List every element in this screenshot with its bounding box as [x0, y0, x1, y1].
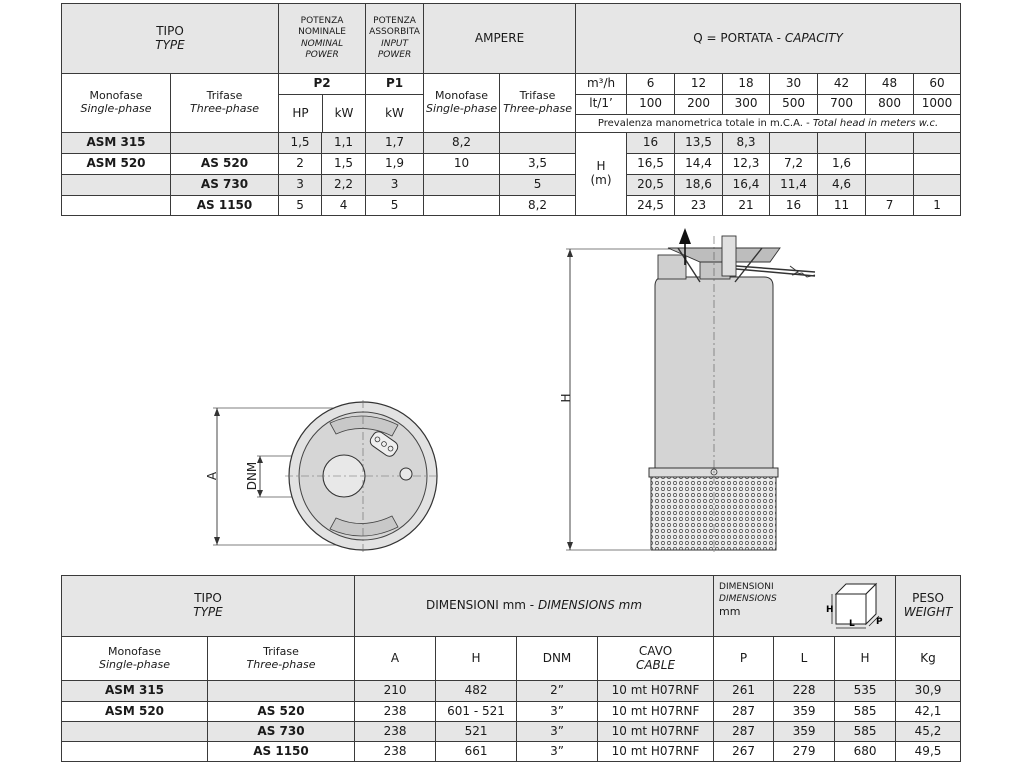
dim-dnm-label: DNM [245, 461, 259, 491]
head-value: 16,4 [723, 175, 770, 196]
flow-m3h-label: m³/h [576, 74, 627, 95]
p1-kw-label: kW [366, 95, 424, 133]
p-value: 287 [714, 702, 774, 722]
head-note: Prevalenza manometrica totale in m.C.A. - Total head in meters w.c. [576, 114, 961, 133]
kg-value: 49,5 [896, 742, 961, 762]
head-value: 16 [770, 196, 818, 216]
tipo-header: TIPO TYPE [62, 576, 355, 637]
dnm-value: 3” [517, 722, 598, 742]
h2-value: 585 [835, 722, 896, 742]
table-row [62, 722, 961, 742]
head-value: 14,4 [675, 154, 723, 175]
flow-lt-cell: 500 [770, 95, 818, 115]
model-mono [62, 722, 208, 742]
monofase-subheader: Monofase Single-phase [62, 637, 208, 681]
head-value: 11 [818, 196, 866, 216]
col-a-header: A [355, 637, 436, 681]
flow-lt-cell: 100 [627, 95, 675, 115]
h2-value: 585 [835, 702, 896, 722]
package-dimensions-header: DIMENSIONI DIMENSIONS mm H L P [714, 576, 896, 637]
kw-label: kW [334, 106, 354, 120]
col-h2-header: H [835, 637, 896, 681]
head-value: 18,6 [675, 175, 723, 196]
model-mono: ASM 520 [62, 702, 208, 722]
table-row [62, 681, 961, 702]
head-value: 21 [723, 196, 770, 216]
flow-m3h-cell: 48 [866, 74, 914, 95]
head-value: 13,5 [675, 133, 723, 154]
model-tri: AS 1150 [208, 742, 355, 762]
input-power-header: POTENZA ASSORBITA INPUT POWER [366, 4, 424, 74]
a-value: 238 [355, 722, 436, 742]
model-mono: ASM 315 [62, 133, 171, 154]
hp-value: 5 [279, 196, 322, 216]
a-value: 238 [355, 742, 436, 762]
ampere-header: AMPERE [424, 4, 576, 74]
p1-header: P1 [366, 74, 424, 95]
box-h-label: H [826, 605, 834, 615]
h-value: 661 [436, 742, 517, 762]
l-value: 359 [774, 702, 835, 722]
hp-value: 2 [279, 154, 322, 175]
weight-header: PESO WEIGHT [896, 576, 961, 637]
flow-m3h-cell: 60 [914, 74, 961, 95]
kw-value: 4 [322, 196, 366, 216]
kw-value: 2,2 [322, 175, 366, 196]
model-tri: AS 520 [171, 154, 279, 175]
model-tri: AS 730 [171, 175, 279, 196]
model-tri: AS 1150 [171, 196, 279, 216]
kw-value: 1,5 [322, 154, 366, 175]
amp-tri-value: 5 [500, 175, 576, 196]
flow-lt-cell: 800 [866, 95, 914, 115]
head-value: 12,3 [723, 154, 770, 175]
p1-value: 5 [366, 196, 424, 216]
hp-value: 1,5 [279, 133, 322, 154]
kg-value: 42,1 [896, 702, 961, 722]
p1-value: 3 [366, 175, 424, 196]
p1-value: 1,9 [366, 154, 424, 175]
head-value: 7 [866, 196, 914, 216]
ampere-mono-subheader: Monofase Single-phase [424, 74, 500, 133]
flow-lt-cell: 1000 [914, 95, 961, 115]
l-value: 359 [774, 722, 835, 742]
hp-label: HP [279, 95, 323, 132]
p1-value: 1,7 [366, 133, 424, 154]
flow-m3h-cell: 12 [675, 74, 723, 95]
table-row [62, 742, 961, 762]
head-value: 20,5 [627, 175, 675, 196]
cable-value: 10 mt H07RNF [598, 722, 714, 742]
p-value: 261 [714, 681, 774, 702]
hp-value: 3 [279, 175, 322, 196]
col-p-header: P [714, 637, 774, 681]
amp-mono-value: 10 [424, 154, 500, 175]
head-value: 23 [675, 196, 723, 216]
dnm-value: 3” [517, 742, 598, 762]
amp-mono-value: 8,2 [424, 133, 500, 154]
h-value: 482 [436, 681, 517, 702]
head-value: 1,6 [818, 154, 866, 175]
h2-value: 680 [835, 742, 896, 762]
dim-h-label: H [559, 393, 573, 403]
flow-lt-cell: 200 [675, 95, 723, 115]
head-value: 1 [914, 196, 961, 216]
model-mono: ASM 315 [62, 681, 208, 702]
p2-header: P2 [279, 74, 366, 95]
table-row [62, 702, 961, 722]
flow-lt-cell: 700 [818, 95, 866, 115]
dnm-value: 3” [517, 702, 598, 722]
pump-side-view [566, 228, 815, 552]
box-l-label: L [849, 619, 855, 629]
box-p-label: P [876, 617, 883, 627]
l-value: 279 [774, 742, 835, 762]
kg-value: 45,2 [896, 722, 961, 742]
head-label: H (m) [576, 133, 627, 216]
head-value: 7,2 [770, 154, 818, 175]
capacity-header: Q = PORTATA - CAPACITY [576, 4, 961, 74]
kw-value: 1,1 [322, 133, 366, 154]
model-tri [208, 681, 355, 702]
flow-m3h-cell: 30 [770, 74, 818, 95]
h-value: 601 - 521 [436, 702, 517, 722]
monofase-subheader: Monofase Single-phase [62, 74, 171, 133]
flow-m3h-cell: 18 [723, 74, 770, 95]
trifase-subheader: Trifase Three-phase [208, 637, 355, 681]
col-cable-header: CAVO CABLE [598, 637, 714, 681]
h-value: 521 [436, 722, 517, 742]
cable-value: 10 mt H07RNF [598, 681, 714, 702]
a-value: 210 [355, 681, 436, 702]
col-l-header: L [774, 637, 835, 681]
col-dnm-header: DNM [517, 637, 598, 681]
head-value: 16 [627, 133, 675, 154]
model-mono [62, 742, 208, 762]
col-h-header: H [436, 637, 517, 681]
box-dimensions-icon [824, 580, 884, 632]
head-value: 11,4 [770, 175, 818, 196]
ampere-tri-subheader: Trifase Three-phase [500, 74, 576, 133]
h2-value: 535 [835, 681, 896, 702]
head-value: 16,5 [627, 154, 675, 175]
l-value: 228 [774, 681, 835, 702]
flow-lt-cell: 300 [723, 95, 770, 115]
p-value: 287 [714, 722, 774, 742]
model-tri: AS 730 [208, 722, 355, 742]
a-value: 238 [355, 702, 436, 722]
trifase-subheader: Trifase Three-phase [171, 74, 279, 133]
tipo-header: TIPO TYPE [62, 4, 279, 74]
dimensions-header: DIMENSIONI mm - DIMENSIONS mm [355, 576, 714, 637]
dim-a-label: A [205, 471, 219, 481]
cable-value: 10 mt H07RNF [598, 702, 714, 722]
nominal-power-header: POTENZA NOMINALE NOMINAL POWER [279, 4, 366, 74]
model-tri: AS 520 [208, 702, 355, 722]
head-value: 8,3 [723, 133, 770, 154]
flow-lt-label: lt/1’ [576, 95, 627, 115]
model-mono: ASM 520 [62, 154, 171, 175]
head-value: 24,5 [627, 196, 675, 216]
flow-m3h-cell: 42 [818, 74, 866, 95]
p-value: 267 [714, 742, 774, 762]
head-value: 4,6 [818, 175, 866, 196]
dnm-value: 2” [517, 681, 598, 702]
kg-value: 30,9 [896, 681, 961, 702]
col-kg-header: Kg [896, 637, 961, 681]
amp-tri-value: 8,2 [500, 196, 576, 216]
amp-tri-value: 3,5 [500, 154, 576, 175]
dimensions-table [61, 575, 961, 762]
cable-value: 10 mt H07RNF [598, 742, 714, 762]
flow-m3h-cell: 6 [627, 74, 675, 95]
